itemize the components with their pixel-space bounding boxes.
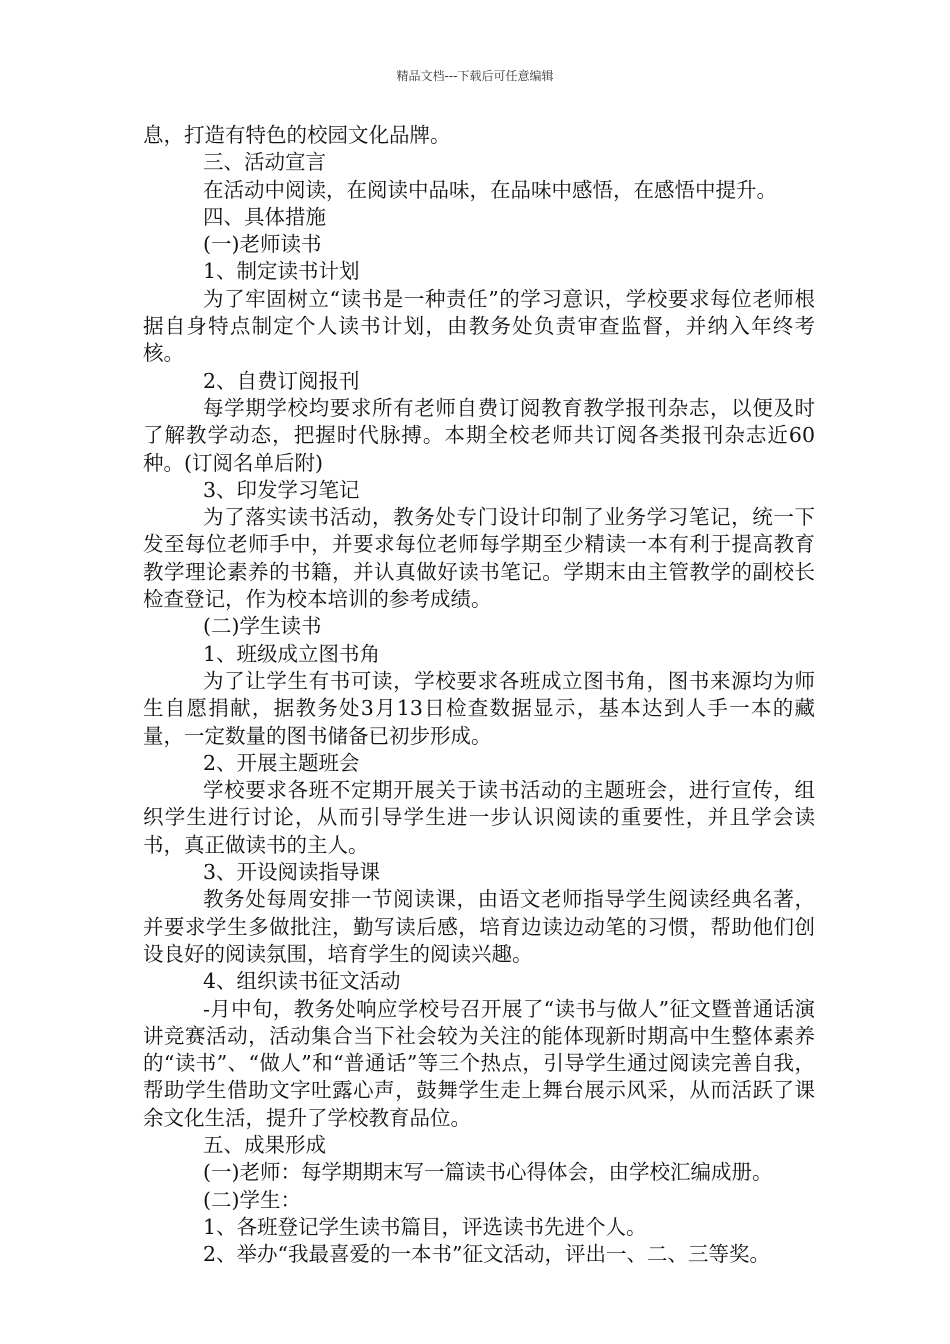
section-heading: (一)老师：每学期期末写一篇读书心得体会，由学校汇编成册。 xyxy=(203,1160,773,1185)
section-heading: (二)学生读书 xyxy=(203,614,322,639)
body-paragraph: 教务处每周安排一节阅读课，由语文老师指导学生阅读经典名著，并要求学生多做批注，勤写读后感，培育边读边动笔的习惯，帮助他们创设良好的阅读氛围，培育学生的阅读兴趣。 xyxy=(143,887,815,966)
body-paragraph: -月中旬，教务处响应学校号召开展了“读书与做人”征文暨普通话演讲竞赛活动，活动集合当下社会较为关注的能体现新时期高中生整体素养的“读书”、“做人”和“普通话”等三个热点，引导学生通过阅读完善自我，帮助学生借助文字吐露心声，鼓舞学生走上舞台展示风采，从而活跃了课余文化生活，提升了学校教育品位。 xyxy=(143,996,815,1130)
section-heading: 三、活动宣言 xyxy=(203,150,326,175)
section-heading: 四、具体措施 xyxy=(203,204,326,229)
body-paragraph: 为了牢固树立“读书是一种责任”的学习意识，学校要求每位老师根据自身特点制定个人读书计划，由教务处负责审查监督，并纳入年终考核。 xyxy=(143,286,815,366)
section-heading: 五、成果形成 xyxy=(203,1132,326,1157)
body-paragraph: 在活动中阅读，在阅读中品味，在品味中感悟，在感悟中提升。 xyxy=(203,177,777,202)
section-heading: 1、各班登记学生读书篇目，评选读书先进个人。 xyxy=(203,1214,647,1239)
page-header: 精品文档---下载后可任意编辑 xyxy=(396,69,554,83)
section-heading: 2、自费订阅报刊 xyxy=(203,368,360,393)
section-heading: (二)学生： xyxy=(203,1187,301,1212)
body-paragraph: 2、举办“我最喜爱的一本书”征文活动，评出一、二、三等奖。 xyxy=(203,1242,771,1267)
section-heading: (一)老师读书 xyxy=(203,232,322,257)
body-paragraph: 每学期学校均要求所有老师自费订阅教育教学报刊杂志，以便及时了解教学动态，把握时代脉搏。本期全校老师共订阅各类报刊杂志近60种。(订阅名单后附) xyxy=(143,395,815,475)
body-paragraph: 为了落实读书活动，教务处专门设计印制了业务学习笔记，统一下发至每位老师手中，并要求每位老师每学期至少精读一本有利于提高教育教学理论素养的书籍，并认真做好读书笔记。学期末由主管教学的副校长检查登记，作为校本培训的参考成绩。 xyxy=(143,505,815,612)
body-paragraph: 学校要求各班不定期开展关于读书活动的主题班会，进行宣传，组织学生进行讨论，从而引导学生进一步认识阅读的重要性，并且学会读书，真正做读书的主人。 xyxy=(143,778,815,857)
document-body xyxy=(143,122,815,1268)
body-paragraph: 息，打造有特色的校园文化品牌。 xyxy=(143,123,451,147)
section-heading: 2、开展主题班会 xyxy=(203,750,360,775)
section-heading: 4、组织读书征文活动 xyxy=(203,969,401,994)
section-heading: 1、班级成立图书角 xyxy=(203,641,381,666)
section-heading: 3、印发学习笔记 xyxy=(203,477,360,502)
body-paragraph: 为了让学生有书可读，学校要求各班成立图书角，图书来源均为师生自愿捐献，据教务处3月13日检查数据显示，基本达到人手一本的藏量，一定数量的图书储备已初步形成。 xyxy=(143,668,815,748)
section-heading: 3、开设阅读指导课 xyxy=(203,860,381,885)
section-heading: 1、制定读书计划 xyxy=(203,259,360,284)
